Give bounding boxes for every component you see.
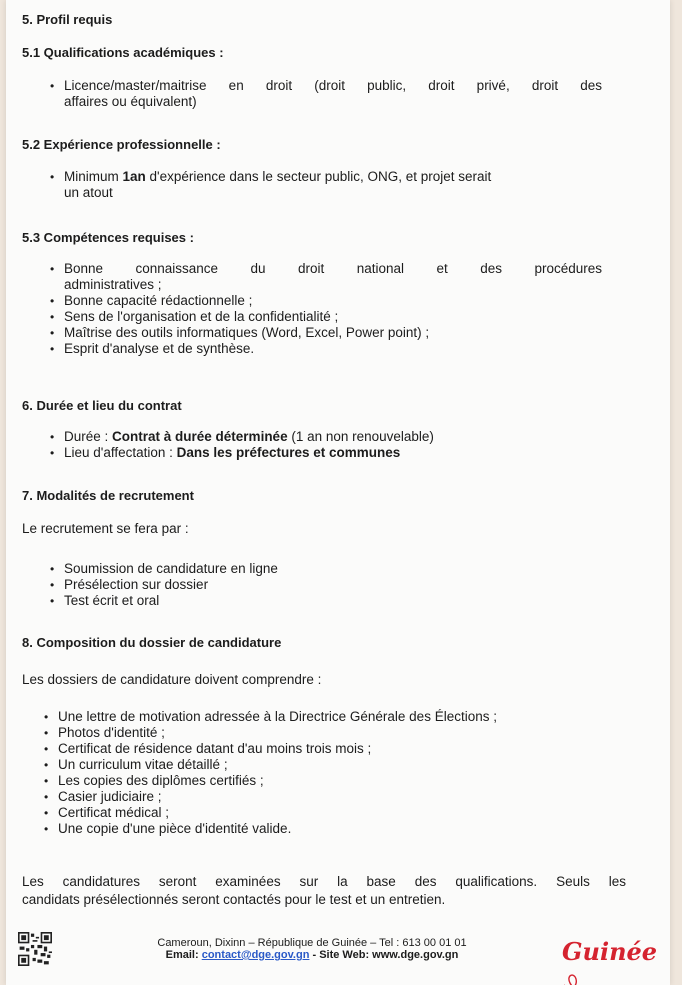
duree-label: Durée : xyxy=(64,429,113,444)
guinee-logo xyxy=(562,937,670,985)
footer-site: - Site Web: www.dge.gov.gn xyxy=(309,949,459,961)
list-item: • Une lettre de motivation adressée à la Directrice Générale des Élections ; xyxy=(36,709,656,725)
section-5-title: 5. Profil requis xyxy=(22,12,113,27)
list-item: • Casier judiciaire ; xyxy=(36,789,656,805)
list-item xyxy=(42,261,602,293)
logo-text: Guinée xyxy=(562,937,658,966)
footer-contact xyxy=(102,937,522,961)
duree-bold: Contrat à durée déterminée xyxy=(112,429,288,444)
section-7-title: 7. Modalités de recrutement xyxy=(22,488,194,503)
list-item xyxy=(42,78,602,110)
contract-list xyxy=(42,429,622,461)
experience-post: d'expérience dans le secteur public, ONG, et projet serait xyxy=(145,169,492,184)
list-item: • Une copie d'une pièce d'identité valide. xyxy=(36,821,656,837)
experience-list xyxy=(42,169,612,201)
competence-line-1: • Bonne connaissance du droit national et des procédures xyxy=(64,261,602,276)
section-8-title: 8. Composition du dossier de candidature xyxy=(22,635,282,650)
list-item: • Soumission de candidature en ligne xyxy=(42,561,602,577)
recruitment-list xyxy=(42,561,602,609)
list-item: • Bonne capacité rédactionnelle ; xyxy=(42,293,602,309)
qualifications-list xyxy=(42,78,602,110)
list-item: • Esprit d'analyse et de synthèse. xyxy=(42,341,602,357)
footer-email-link[interactable]: contact@dge.gov.gn xyxy=(201,949,310,961)
closing-line-2: candidats présélectionnés seront contactés pour le test et un entretien. xyxy=(22,892,446,907)
list-item: • Les copies des diplômes certifiés ; xyxy=(36,773,656,789)
qualification-line-1: • Licence/master/maitrise en droit (droit public, droit privé, droit des xyxy=(64,78,602,93)
list-item: • Sens de l'organisation et de la confidentialité ; xyxy=(42,309,602,325)
lieu-bold: Dans les préfectures et communes xyxy=(176,445,401,460)
closing-line-1: Les candidatures seront examinées sur la base des qualifications. Seuls les xyxy=(22,874,626,889)
competence-line-2: administratives ; xyxy=(64,277,162,292)
section-6-title: 6. Durée et lieu du contrat xyxy=(22,398,182,413)
list-item: • Certificat médical ; xyxy=(36,805,656,821)
list-item: • Maîtrise des outils informatiques (Word, Excel, Power point) ; xyxy=(42,325,602,341)
qr-code-icon xyxy=(18,932,52,966)
logo-swirl-icon xyxy=(562,969,582,985)
footer-address: Cameroun, Dixinn – République de Guinée – Tel : 613 00 01 01 xyxy=(157,937,467,949)
list-item xyxy=(42,429,622,445)
dossier-list xyxy=(36,709,656,837)
list-item: • Test écrit et oral xyxy=(42,593,602,609)
experience-line-2: un atout xyxy=(64,185,113,200)
section-7-intro: Le recrutement se fera par : xyxy=(22,521,189,536)
closing-paragraph xyxy=(22,873,626,909)
list-item: • Un curriculum vitae détaillé ; xyxy=(36,757,656,773)
list-item: • Certificat de résidence datant d'au moins trois mois ; xyxy=(36,741,656,757)
section-5-2-title: 5.2 Expérience professionnelle : xyxy=(22,137,221,152)
footer-email-label: Email: xyxy=(165,949,202,961)
experience-pre: Minimum xyxy=(64,169,123,184)
section-5-3-title: 5.3 Compétences requises : xyxy=(22,230,194,245)
duree-rest: (1 an non renouvelable) xyxy=(287,429,434,444)
document-page xyxy=(6,0,670,985)
list-item: • Photos d'identité ; xyxy=(36,725,656,741)
competences-list xyxy=(42,261,602,357)
list-item: • Présélection sur dossier xyxy=(42,577,602,593)
experience-bold: 1an xyxy=(122,169,146,184)
qualification-line-2: affaires ou équivalent) xyxy=(64,94,197,109)
section-5-1-title: 5.1 Qualifications académiques : xyxy=(22,45,224,60)
list-item xyxy=(42,169,612,201)
section-8-intro: Les dossiers de candidature doivent comprendre : xyxy=(22,672,322,687)
list-item xyxy=(42,445,622,461)
lieu-label: Lieu d'affectation : xyxy=(64,445,177,460)
